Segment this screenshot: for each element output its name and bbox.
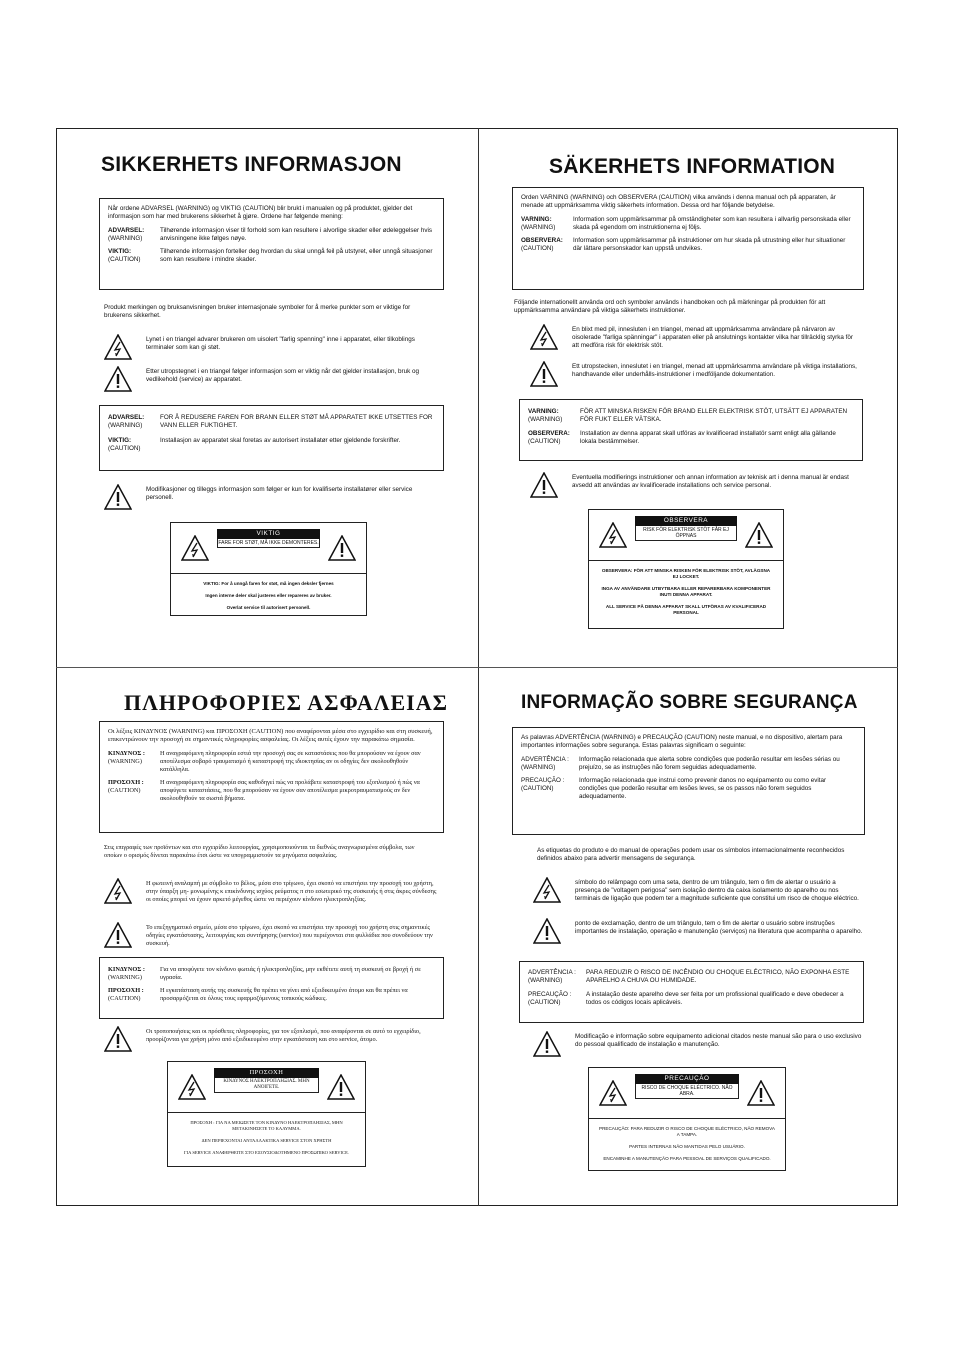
exclamation-warning-icon	[104, 922, 132, 948]
label-subtext: FARE FOR STØT, MÅ IKKE DEMONTERES.	[218, 540, 319, 546]
symbol-row	[530, 361, 860, 387]
label-header: VIKTIG	[217, 529, 320, 539]
label-line: PARTES INTERNAS NÃO MANTIDAS PELO USUÁRIO.	[629, 1144, 745, 1149]
warning-label: ADVERTÊNCIA :	[521, 755, 569, 763]
warning-caution-box	[519, 399, 863, 461]
caution-label: ΠΡΟΣΟΧΗ :	[108, 987, 144, 994]
warning-label-en: (WARNING)	[528, 977, 563, 984]
caution-label-en: (CAUTION)	[108, 255, 141, 263]
warning-description: FÖR ATT MINSKA RISKEN FÖR BRAND ELLER ELEKTRISK STÖT, UTSÄTT EJ APPARATEN FÖR FUKT ELLER VÄTSKA.	[580, 408, 848, 423]
symbol-row	[533, 918, 863, 944]
caution-label-en: (CAUTION)	[108, 786, 141, 794]
horizontal-divider	[56, 667, 898, 668]
warning-caution-box	[519, 961, 864, 1023]
lightning-warning-icon	[181, 535, 209, 561]
label-header: PRECAUÇÃO	[635, 1074, 739, 1084]
lightning-warning-icon	[178, 1074, 206, 1100]
caution-description: Information som uppmärksammar på instruktioner om hur skada på utrustning eller hur situationer där lättare personskador kan uppstå undvikes.	[573, 236, 846, 252]
symbol-description: Etter utropstegnet i en triangel følger informasjon som er viktig når det gjelder installasjon, bruk og vedlikehold (service) av apparatet.	[146, 368, 420, 383]
caution-label-en: (CAUTION)	[108, 995, 141, 1002]
label-line: ΔΕΝ ΠΕΡΙΕΧΟΝΤΑΙ ΑΝΤΑΛΛΑΚΤΙΚΑ SERVICE ΣΤΟΝ ΧΡΗΣΤΗ	[201, 1138, 332, 1143]
exclamation-warning-icon	[104, 1026, 132, 1052]
label-line: ΠΡΟΣΟΧΗ : ΓΙΑ ΝΑ ΜΕΙΩΣΕΤΕ ΤΟΝ ΚΙΝΔΥΝΟ ΗΛΕΚΤΡΟΠΛΗΞΙΑΣ, ΜΗΝ ΜΕΤΑΚΙΝΗΣΕΤΕ ΤΟ ΚΑΛΥΜΜΑ.	[190, 1120, 343, 1131]
symbols-intro: Στις επιγραφές των προϊόντων και στο εγχειρίδιο λειτουργίας, χρησιμοποιούνται τα διεθνώς αναγνωρισμένα σύμβολα, των οποίων ο ορισμός δίνεται παρακάτω έτσι ώστε να υπογραμμιστούν τα μηνύματα ασφαλείας.	[104, 844, 415, 859]
caution-description: Η αναγραφόμενη πληροφορία σας καθοδηγεί πώς να προλάβετε καταστροφή του εξοπλισμού ή πώς να αποφύγετε καταστάσεις, που θα μπορούσαν να έχουν σαν αποτέλεσμα μικροτραυματισμούς αν δεν ακολουθηθούν τα σωστά βήματα.	[160, 778, 420, 802]
caution-label: OBSERVERA:	[528, 430, 570, 437]
caution-label: VIKTIG:	[108, 247, 132, 255]
label-header: OBSERVERA	[635, 516, 737, 526]
caution-description: Η εγκατάσταση αυτής της συσκευής θα πρέπει να γίνει από εξειδικευμένο άτομο και θα πρέπει να προσαρμόζεται σε όλους τους εφαρμοζόμενους τοπικούς κώδικες.	[160, 987, 408, 1002]
warning-description: Η αναγραφόμενη πληροφορία εστιά την προσοχή σας σε καταστάσεις που θα μπορούσαν να έχουν σαν αποτέλεσμα σοβαρό τραυματισμό ή καταστροφή της ιδιοκτησίας αν οι οδηγίες δεν ακολουθηθούν κατάλληλα.	[160, 749, 421, 773]
exclamation-warning-icon	[530, 361, 558, 387]
intro-text: Οι λέξεις ΚΙΝΔΥΝΟΣ (WARNING) και ΠΡΟΣΟΧΗ (CAUTION) που αναφέρονται μέσα στο εγχειρίδιο και στη συσκευή, επικεντρώνουν την προσοχή σε σημαντικές πληροφορίες ασφαλείας. Οι λέξεις αυτές έχουν την παρακάτω σημασία.	[108, 728, 433, 744]
caution-label-graphic	[170, 522, 367, 616]
warning-label-en: (WARNING)	[108, 422, 143, 429]
caution-label-graphic	[588, 509, 784, 629]
symbol-description: ponto de exclamação, dentro de um triângulo, tem o fim de alertar o usuário sobre instruções importantes de instalação, operação e manutenção (serviços) na literatura que acompanha o aparelho.	[575, 920, 863, 935]
symbols-intro: As etiquetas do produto e do manual de operações podem usar os símbolos internacionalmente reconhecidos definidos abaixo para advertir mensagens de segurança.	[537, 847, 845, 862]
warning-description: Informação relacionada que alerta sobre condições que poderão resultar em lesões sérias ou prejuízo, se as instruções não forem seguidas adequadamente.	[579, 755, 840, 771]
warning-label-en: (WARNING)	[108, 234, 143, 242]
label-line: PRECAUÇÃO: PARA REDUZIR O RISCO DE CHOQUE ELÉCTRICO, NÃO REMOVA A TAMPA.	[599, 1126, 775, 1137]
caution-description: Informação relacionada que instrui como prevenir danos no equipamento ou como evitar condições que poderão resultar em lesões leves, se os passos não forem seguidos adequadamente.	[579, 776, 827, 800]
caution-description: A instalação deste aparelho deve ser feita por um profissional qualificado e deve obedecer a todos os códigos locais aplicáveis.	[586, 991, 844, 1006]
exclamation-warning-icon	[747, 1080, 775, 1106]
caution-description: Installasjon av apparatet skal foretas av autorisert installatør etter gjeldende forskrifter.	[160, 437, 401, 444]
caution-label: PRECAUÇÃO :	[521, 776, 565, 784]
label-line: ΓΙΑ SERVICE ΑΝΑΦΕΡΘΕΙΤΕ ΣΤΟ ΕΞΟΥΣΙΟΔΟΤΗΜΕΝΟ ΠΡΟΣΩΠΙΚΟ SERVICE.	[183, 1150, 350, 1155]
intro-text: As palavras ADVERTÊNCIA (WARNING) e PRECAUÇÃO (CAUTION) neste manual, e no dispositivo, alertam para importantes informações sobre segurança. Estas palavras significam o seguinte:	[521, 734, 843, 750]
caution-label-en: (CAUTION)	[528, 438, 561, 445]
caution-label-graphic	[167, 1061, 366, 1167]
symbol-description: Lynet i en triangel advarer brukeren om uisolert "farlig spenning" inne i apparatet, eller tilkoblings terminaler som kan gi støt.	[146, 336, 415, 351]
symbol-description: símbolo do relâmpago com uma seta, dentro de um triângulo, tem o fim de alertar o usuário a presença de "voltagem perigosa" sem isolação dentro da caixa isolamento do aparelho ou nos terminais de ligação que podem ter a magnitude suficiente que constitui um risco de choque eléctrico.	[575, 879, 859, 902]
exclamation-warning-icon	[327, 1074, 355, 1100]
warning-label: ADVERTÊNCIA :	[528, 969, 576, 976]
label-line: ALL SERVICE PÅ DENNA APPARAT SKALL UTFÖRAS AV KVALIFICERAD PERSONAL	[605, 604, 767, 615]
caution-label: PRECAUÇÃO :	[528, 991, 572, 998]
section-title: ΠΛΗΡΟΦΟΡΙΕΣ ΑΣΦΑΛΕΙΑΣ	[124, 690, 449, 715]
symbol-description: Modificação e informação sobre equipamento adicional citados neste manual são para o uso exclusivo do pessoal qualificado de instalação e manutenção.	[575, 1033, 862, 1048]
warning-label-en: (WARNING)	[108, 974, 142, 981]
label-line: VIKTIG: For å unngå faren for støt, må ingen deksler fjernes	[203, 581, 334, 586]
label-line: ENCAMINHE A MANUTENÇÃO PARA PESSOAL DE SERVIÇOS QUALIFICADO.	[603, 1156, 771, 1161]
section-title: INFORMAÇÃO SOBRE SEGURANÇA	[521, 692, 858, 713]
warning-description: PARA REDUZIR O RISCO DE INCÊNDIO OU CHOQUE ELÉCTRICO, NÃO EXPONHA ESTE APARELHO A CHUVA OU HUMIDADE.	[586, 969, 850, 984]
warning-label-en: (WARNING)	[521, 223, 556, 231]
warning-label: VARNING:	[521, 215, 552, 223]
warning-label-en: (WARNING)	[521, 763, 556, 771]
symbol-row	[104, 922, 439, 948]
caution-label-graphic	[588, 1067, 786, 1171]
label-header: ΠΡΟΣΟΧΗ	[214, 1068, 319, 1078]
label-line: OBSERVERA: FÖR ATT MINSKA RISKEN FÖR ELEKTRISK STÖT, AVLÄGSNA EJ LOCKET.	[601, 568, 771, 579]
symbol-row	[104, 878, 439, 904]
symbol-description: Η φωτεινή αναλαμπή με σύμβολο το βέλος, μέσα στο τρίγωνο, έχει σκοπό να επιστήσει την προσοχή του χρήστη, στην ύπαρξη μη- μονωμένης κ επικίνδυνης ισχύος ρεύματος π στο εσωτερικό της συσκευής ή στις άκρες σύνδεσης οι οποίες μπορεί να έχουν αρκετό μέγεθος ώστε να περιέχουν κίνδυνο ηλεκτροπληξίας.	[146, 880, 437, 903]
symbol-row	[530, 472, 860, 498]
lightning-warning-icon	[530, 324, 558, 350]
warning-definitions-box	[512, 187, 864, 290]
warning-caution-box	[99, 405, 444, 471]
label-subtext: ΚΙΝΔΥΝΟΣ ΗΛΕΚΤΡΟΠΛΗΞΙΑΣ. ΜΗΝ ΑΝΟΙΓΕΤΕ.	[214, 1078, 319, 1093]
caution-label: OBSERVERA:	[521, 236, 563, 244]
warning-label: VARNING:	[528, 408, 559, 415]
exclamation-warning-icon	[533, 918, 561, 944]
warning-definitions-box	[99, 198, 444, 290]
warning-description: Για να αποφύγετε τον κίνδυνο φωτιάς ή ηλεκτροπληξίας, μην εκθέτετε αυτή τη συσκευή σε βροχή ή σε υγρασία.	[160, 966, 421, 981]
intro-text: Orden VARNING (WARNING) och OBSERVERA (CAUTION) vilka används i denna manual och på apparaten, är menade att uppmärksamma viktig säkerhets information. Dessa ord har följande betydelse.	[521, 194, 836, 210]
lightning-warning-icon	[104, 878, 132, 904]
warning-definitions-box	[512, 727, 865, 835]
caution-label-en: (CAUTION)	[108, 445, 141, 452]
symbol-description: En blixt med pil, innesluten i en triangel, menad att uppmärksamma användare på närvaron av oisolerade "farliga spänningar" i apparaten eller på anslutnings kontakter vilka har tillräcklig styrka för att medföra risk för elektrisk stöt.	[572, 326, 853, 349]
lightning-warning-icon	[599, 1080, 627, 1106]
lightning-warning-icon	[104, 334, 132, 360]
intro-text: Når ordene ADVARSEL (WARNING) og VIKTIG (CAUTION) blir brukt i manualen og på produktet, gjelder det informasjon som har med brukerens sikkerhet å gjøre. Ordene har følgende mening:	[108, 205, 413, 221]
warning-description: Tilhørende informasjon viser til forhold som kan resultere i alvorlige skader eller ødeleggelser hvis anvisningene ikke følges nøye.	[160, 226, 433, 242]
warning-label: ADVARSEL:	[108, 226, 145, 234]
warning-definitions-box	[99, 721, 444, 833]
warning-caution-box	[99, 957, 444, 1019]
exclamation-warning-icon	[104, 366, 132, 392]
exclamation-warning-icon	[328, 535, 356, 561]
exclamation-warning-icon	[533, 1031, 561, 1057]
caution-description: Installation av denna apparat skall utföras av kvalificerad installatör samt enligt alla gällande lokala bestämmelser.	[580, 430, 836, 445]
caution-label-en: (CAUTION)	[521, 784, 554, 792]
section-title: SÄKERHETS INFORMATION	[549, 155, 836, 178]
symbol-row	[104, 484, 434, 510]
caution-description: Tilhørende informasjon forteller deg hvordan du skal unngå feil på utstyret, eller unngå situasjoner som kan resultere i mindre skader.	[160, 247, 433, 263]
symbol-row	[104, 334, 434, 360]
symbol-row	[533, 877, 863, 903]
exclamation-warning-icon	[530, 472, 558, 498]
label-line: INGA AV ANVÄNDARE UTBYTBARA ELLER REPARERBARA KOMPONENTER INUTI DENNA APPARAT.	[601, 586, 771, 597]
label-line: Overlat service til autorisert personell.	[226, 605, 311, 610]
symbol-description: Το επεξηγηματικό σημείο, μέσα στο τρίγωνο, έχει σκοπό να επιστήσει την προσοχή του χρήστη στις σημαντικές οδηγίες εγκατάστασης, λειτουργίας και συντήρησης (service) που περιέχονται στα φυλλάδια που συνοδεύουν την συσκευή.	[146, 924, 433, 947]
warning-label: ΚΙΝΔΥΝΟΣ :	[108, 749, 146, 757]
symbol-description: Ett utropstecken, inneslutet i en triangel, menad att uppmärksamma användare på viktiga installations, handhavande eller underhålls-instruktioner i medföljande dokumentation.	[572, 363, 857, 378]
section-title: SIKKERHETS INFORMASJON	[101, 153, 402, 176]
label-subtext: RISCO DE CHOQUE ELÉCTRICO. NÃO ABRA.	[635, 1084, 739, 1099]
symbol-row	[533, 1031, 863, 1057]
warning-description: Information som uppmärksammar på omständigheter som kan resultera i allvarlig personskada eller skada på egendom om instruktionerna ej följs.	[573, 215, 851, 231]
symbols-intro: Följande internationellt använda ord och symboler används i handboken och på märkningar på produkten för att uppmärksamma användare på viktiga säkerhets instruktioner.	[514, 299, 826, 314]
warning-label-en: (WARNING)	[528, 416, 563, 423]
symbol-description: Οι τροποποιήσεις και οι πρόσθετες πληροφορίες, για τον εξοπλισμό, που αναφέρονται σε αυτό το εγχειρίδιο, προορίζονται για χρήση μόνο από εξειδικευμένο στην εγκατάσταση και στο service, άτομο.	[146, 1028, 421, 1043]
caution-label-en: (CAUTION)	[528, 999, 561, 1006]
exclamation-warning-icon	[745, 522, 773, 548]
symbols-intro: Produkt merkingen og bruksanvisningen bruker internasjonale symboler for å merke punkter som er viktige for brukerens sikkerhet.	[104, 304, 411, 319]
warning-label: ΚΙΝΔΥΝΟΣ :	[108, 966, 146, 973]
warning-label-en: (WARNING)	[108, 757, 142, 765]
caution-label: ΠΡΟΣΟΧΗ :	[108, 778, 144, 786]
symbol-description: Eventuella modifierings instruktioner och annan information av teknisk art i denna manual är endast avsedd att användas av kvalificerade installations och service personal.	[572, 474, 849, 489]
lightning-warning-icon	[599, 522, 627, 548]
warning-label: ADVARSEL:	[108, 414, 145, 421]
caution-label-en: (CAUTION)	[521, 244, 554, 252]
exclamation-warning-icon	[104, 484, 132, 510]
symbol-description: Modifikasjoner og tilleggs informasjon som følger er kun for kvalifiserte installatører eller service personell.	[146, 486, 413, 501]
warning-description: FOR Å REDUSERE FAREN FOR BRANN ELLER STØT MÅ APPARATET IKKE UTSETTES FOR VANN ELLER FUKTIGHET.	[160, 414, 433, 429]
caution-label: VIKTIG:	[108, 437, 132, 444]
lightning-warning-icon	[533, 877, 561, 903]
symbol-row	[104, 1026, 439, 1052]
symbol-row	[530, 324, 860, 350]
label-subtext: RISK FÖR ELEKTRISK STÖT FÅR EJ ÖPPNAS	[635, 526, 737, 541]
symbol-row	[104, 366, 434, 392]
label-line: Ingen interne deler skal justeres eller repareres av bruker.	[205, 593, 332, 598]
